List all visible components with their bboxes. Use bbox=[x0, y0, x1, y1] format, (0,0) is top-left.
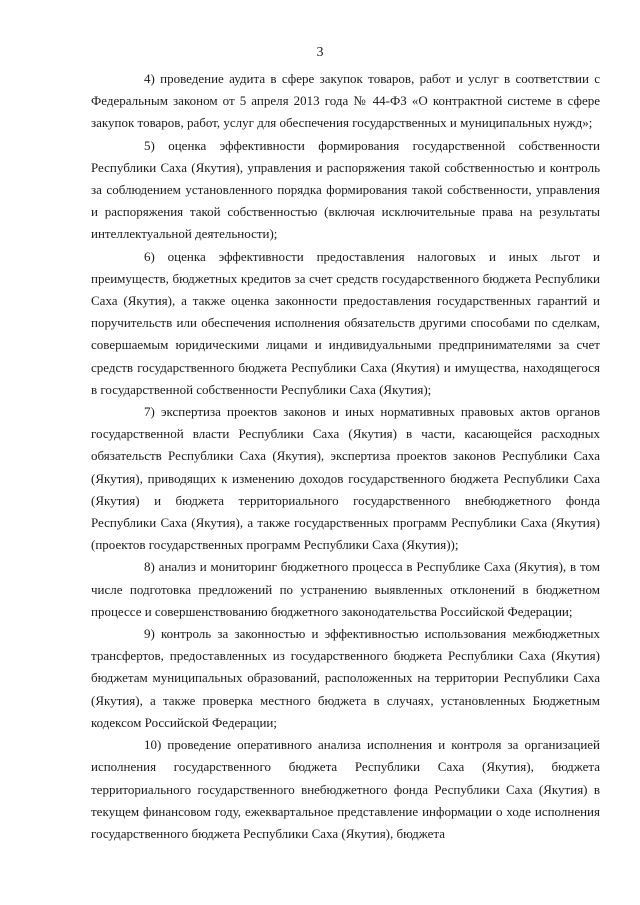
paragraph-item-10: 10) проведение оперативного анализа исполнения и контроля за организацией исполнения государственного бюджета Республики Саха (Якутия), бюджета территориального государственного внебюджетного фонда Республики Саха (Якутия) в текущем финансовом году, ежеквартальное представление информации о ходе исполнения государственного бюджета Республики Саха (Якутия), бюджета bbox=[91, 737, 600, 841]
paragraph-item-6: 6) оценка эффективности предоставления налоговых и иных льгот и преимуществ, бюджетных кредитов за счет средств государственного бюджета Республики Саха (Якутия), а также оценка законности предоставления государственных гарантий и поручительств или обеспечения исполнения обязательств другими способами по сделкам, совершаемым юридическими лицами и индивидуальными предпринимателями за счет средств государственного бюджета Республики Саха (Якутия) и имущества, находящегося в государственной собственности Республики Саха (Якутия); bbox=[91, 248, 600, 397]
paragraph-item-4: 4) проведение аудита в сфере закупок товаров, работ и услуг в соответствии с Федеральным законом от 5 апреля 2013 года № 44-ФЗ «О контрактной системе в сфере закупок товаров, работ, услуг для обеспечения государственных и муниципальных нужд»; bbox=[91, 71, 600, 131]
page-number: 3 bbox=[316, 45, 324, 60]
paragraph-item-5: 5) оценка эффективности формирования государственной собственности Республики Саха (Якутия), управления и распоряжения такой собственностью и контроль за соблюдением установленного порядка формирования такой собственности, управления и распоряжения такой собственностью (включая исключительные права на результаты интеллектуальной деятельности); bbox=[91, 137, 600, 242]
paragraph-item-8: 8) анализ и мониторинг бюджетного процесса в Республике Саха (Якутия), в том числе подготовка предложений по устранению выявленных отклонений в бюджетном процессе и совершенствованию бюджетного законодательства Российской Федерации; bbox=[91, 559, 600, 619]
paragraph-item-7: 7) экспертиза проектов законов и иных нормативных правовых актов органов государственной власти Республики Саха (Якутия) в части, касающейся расходных обязательств Республики Саха (Якутия), экспертиза проектов законов Республики Саха (Якутия), приводящих к изменению доходов государственного бюджета Республики Саха (Якутия) и бюджета территориального государственного внебюджетного фонда Республики Саха (Якутия), а также государственных программ Республики Саха (Якутия) (проектов государственных программ Республики Саха (Якутия)); bbox=[91, 404, 600, 553]
paragraph-item-9: 9) контроль за законностью и эффективностью использования межбюджетных трансфертов, предоставленных из государственного бюджета Республики Саха (Якутия) бюджетам муниципальных образований, расположенных на территории Республики Саха (Якутия), а также проверка местного бюджета в случаях, установленных Бюджетным кодексом Российской Федерации; bbox=[91, 626, 600, 730]
document-body bbox=[91, 68, 600, 845]
